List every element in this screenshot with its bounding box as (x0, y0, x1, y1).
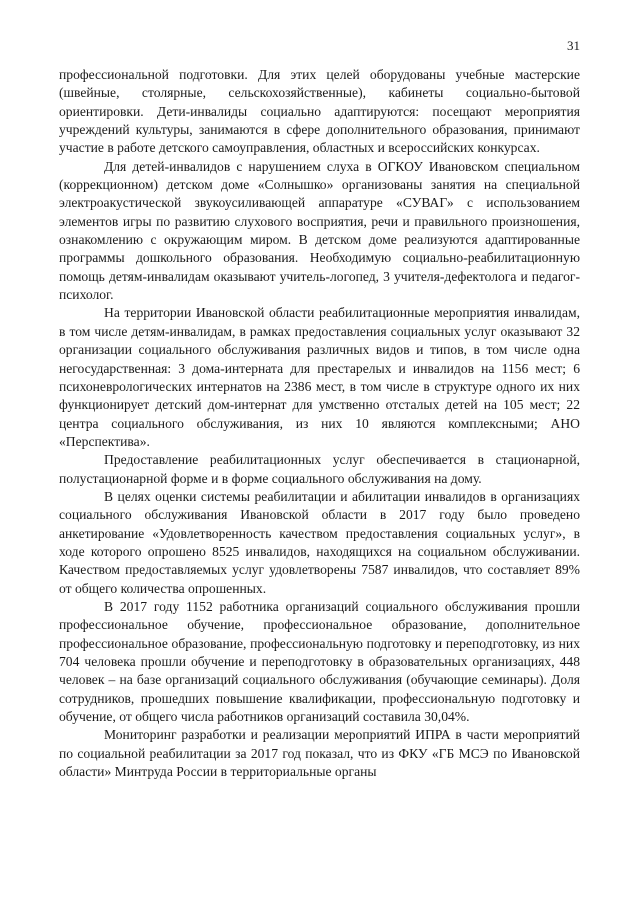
body-text (59, 66, 580, 781)
page-number: 31 (567, 38, 580, 53)
paragraph-continuation: профессиональной подготовки. Для этих целей оборудованы учебные мастерские (швейные, столярные, сельскохозяйственные), кабинеты социально-бытовой ориентировки. Дети-инвалиды социально адаптируются: посещают мероприятия учреждений культуры, занимаются в сфере дополнительного образования, принимают участие в работе детского самоуправления, областных и всероссийских конкурсах. (59, 67, 580, 156)
paragraph-staff-training: В 2017 году 1152 работника организаций социального обслуживания прошли профессиональное обучение, профессиональное образование, дополнительное профессиональное образование, профессиональную подготовку и переподготовку, из них 704 человека прошли обучение и переподготовку в образовательных организациях, 448 человек – на базе организаций социального обслуживания (обучающие семинары). Доля сотрудников, прошедших повышение квалификации, профессиональную подготовку и обучение, от общего числа работников организаций составила 30,04%. (59, 598, 580, 725)
paragraph-ipra-monitoring: Мониторинг разработки и реализации мероприятий ИПРА в части мероприятий по социальной реабилитации за 2017 год показал, что из ФКУ «ГБ МСЭ по Ивановской области» Минтруда России в территориальные органы (59, 727, 580, 780)
paragraph-hearing-impaired-children: Для детей-инвалидов с нарушением слуха в ОГКОУ Ивановском специальном (коррекционном) детском доме «Солнышко» организованы занятия на специальной электроакустической звукоусиливающей аппаратуре «СУВАГ» с использованием элементов игры по развитию слухового восприятия, речи и правильного произношения, ознакомлению с окружающим миром. В детском доме реализуются адаптированные программы дошкольного образования. Необходимую социально-реабилитационную помощь детям-инвалидам оказывают учитель-логопед, 3 учителя-дефектолога и педагог-психолог. (59, 158, 580, 303)
paragraph-rehabilitation-organizations: На территории Ивановской области реабилитационные мероприятия инвалидам, в том числе детям-инвалидам, в рамках предоставления социальных услуг оказывают 32 организации социального обслуживания различных видов и типов, в том числе одна негосударственная: 3 дома-интерната для престарелых и инвалидов на 1156 мест; 6 психоневрологических интернатов на 2386 мест, в том числе в структуре одного их них функционирует детский дом-интернат для умственно отсталых детей на 105 мест; 22 центра социального обслуживания, из них 10 являются комплексными; АНО «Перспектива». (59, 305, 580, 449)
paragraph-service-forms: Предоставление реабилитационных услуг обеспечивается в стационарной, полустационарной форме и в форме социального обслуживания на дому. (59, 452, 580, 486)
paragraph-survey: В целях оценки системы реабилитации и абилитации инвалидов в организациях социального обслуживания Ивановской области в 2017 году было проведено анкетирование «Удовлетворенность качеством предоставления социальных услуг», в ходе которого опрошено 8525 инвалидов, находящихся на социальном обслуживании. Качеством предоставляемых услуг удовлетворены 7587 инвалидов, что составляет 89% от общего количества опрошенных. (59, 488, 580, 596)
